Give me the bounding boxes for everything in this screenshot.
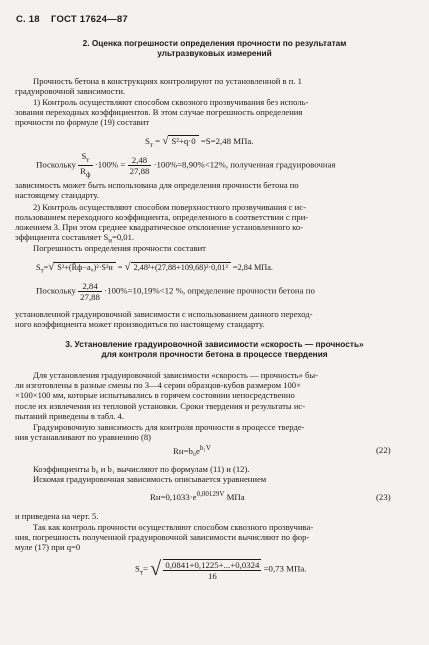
s2-item2-line4: эффициента составляет $S_н=0,01$. (15, 232, 135, 245)
equation-22: $Rн=b_0e^{b_1V}$ (173, 444, 211, 456)
standard-code: ГОСТ 17624—87 (51, 14, 128, 25)
formula-5: $S_т=$ √ $\frac{0,0841+0,1225+...+0,0324}{16}$ =0,73 МПа. (135, 558, 307, 581)
s3-p1-line2: ли изготовлены в разные смены по 3—4 серии образцов-кубов размером 100× (15, 380, 301, 390)
formula-2: Поскольку $\frac{S_т}{R_ф}$ ·100% = $\frac{2,48}{27,88}$ ·100%=8,90%<12%, полученная градуировочная (36, 151, 336, 179)
s3-p1-line5: пытаний приведены в табл. 4. (15, 411, 124, 421)
formula-4: Поскольку $\frac{2,84}{27,88}$ ·100%=10,19%<12 %, определение прочности бетона по (36, 281, 315, 302)
s2-item1-line3: прочности по формуле (19) составит (15, 117, 150, 127)
s3-p5-line2: ния, погрешность полученной градуировочной зависимости вычисляют по фор- (15, 532, 310, 542)
s2-item2-line2: пользованием переходного коэффициента, определенного в соответствии с при- (15, 212, 309, 222)
s2-item2-line1: 2) Контроль осуществляют способом поверхностного прозвучивания с ис- (33, 202, 306, 212)
s3-p2-line2: ния устанавливают по уравнению (8) (15, 432, 152, 442)
section-3-title-line1: 3. Установление градуировочной зависимости «скорость — прочность» (65, 339, 364, 349)
equation-23: $Rн=0,1033\cdot e^{0,00129V}$ МПа (150, 490, 245, 502)
s2-p3-line1: установленной градуировочной зависимости с использованием данного переход- (15, 309, 313, 319)
s2-p2-line1: зависимость может быть использована для определения прочности бетона по (15, 180, 299, 190)
s3-p5-line1: Так как контроль прочности осуществляют способом сквозного прозвучива- (33, 522, 314, 532)
s2-p3-line2: ного коэффициента может производиться по настоящему стандарту. (15, 319, 265, 329)
page-number: С. 18 (16, 14, 40, 25)
formula-1: $S_т$ = √ S²+q·0 =S=2,48 МПа. (145, 135, 254, 149)
section-2-title-line2: ультразвуковых измерений (157, 48, 272, 58)
s3-p1-line3: ×100×100 мм, которые испытывались в горячем состоянии непосредственно (15, 390, 295, 400)
equation-22-number: (22) (376, 445, 391, 455)
s2-p1-line2: градуировочной зависимости. (15, 86, 126, 96)
s2-p2-line2: настоящему стандарту. (15, 190, 99, 200)
s2-item2-line5: Погрешность определения прочности составит (33, 243, 206, 253)
section-3-title-line2: для контроля прочности бетона в процессе твердения (101, 349, 328, 359)
s2-item2-line3: ложением 3. При этом среднее квадратическое отклонение установленного ко- (15, 222, 304, 232)
s3-p5-line3: муле (17) при q=0 (15, 542, 81, 552)
s3-p2-line1: Градуировочную зависимость для контроля прочности в процессе тверде- (33, 422, 305, 432)
s2-p1-line1: Прочность бетона в конструкциях контролируют по установленной в п. 1 (33, 76, 302, 86)
s3-p3-line2: Искомая градуировочная зависимость описывается уравнением (33, 474, 267, 484)
s3-p3-line1: Коэффициенты b₀ и b₁ вычисляют по формулам (11) и (12). (33, 464, 250, 474)
s3-p4: и приведена на черт. 5. (15, 511, 99, 521)
section-2-title-line1: 2. Оценка погрешности определения прочности по результатам (82, 38, 347, 48)
s3-p1-line4: после их извлечения из тепловой установки. Сроки твердения и результаты ис- (15, 401, 306, 411)
s2-item1-line1: 1) Контроль осуществляют способом сквозного прозвучивания без исполь- (33, 97, 309, 107)
equation-23-number: (23) (376, 492, 391, 502)
s2-item1-line2: зования переходных коэффициентов. В этом случае погрешность определения (15, 107, 303, 117)
s3-p1-line1: Для установления градуировочной зависимости «скорость — прочность» бы- (33, 370, 319, 380)
formula-3: $S_т=√$ S²+(R̄ф−a₀)²·S²н = √ 2,48²+(27,88+109,68)²·0,01² =2,84 МПа. (36, 261, 273, 275)
